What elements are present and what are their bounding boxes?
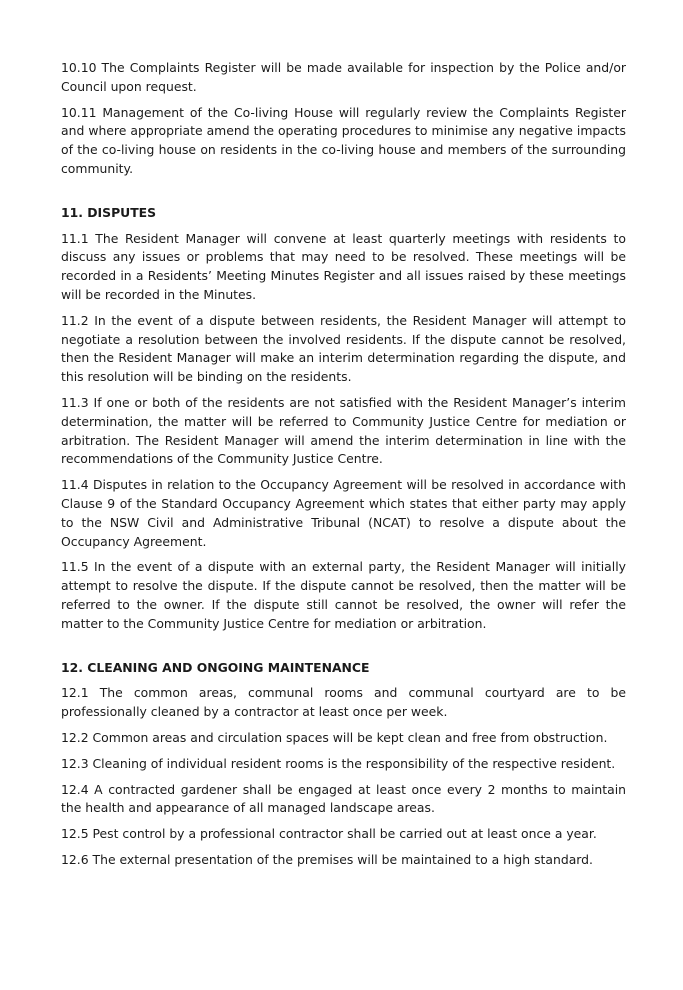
clause-11-3: 11.3 If one or both of the residents are not satisfied with the Resident Manager’s interim determination, the matter will be referred to Community Justice Centre for mediation or arbitration. The Resident Manager will amend the interim determination in line with the recommendations of the Community Justice Centre.	[61, 394, 626, 467]
clause-12-3: 12.3 Cleaning of individual resident rooms is the responsibility of the respective resident.	[61, 755, 616, 771]
clause-11-4: 11.4 Disputes in relation to the Occupancy Agreement will be resolved in accordance with Clause 9 of the Standard Occupancy Agreement which states that either party may apply to the NSW Civil and Administrative Tribunal (NCAT) to resolve a dispute about the Occupancy Agreement.	[61, 477, 626, 549]
clause-12-6: 12.6 The external presentation of the premises will be maintained to a high standard.	[61, 851, 593, 867]
clause-10-11: 10.11 Management of the Co-living House will regularly review the Complaints Register and where appropriate amend the operating procedures to minimise any negative impacts of the co-living house on residents in the co-living house and members of the surrounding community.	[61, 104, 626, 176]
clause-12-1: 12.1 The common areas, communal rooms and communal courtyard are to be professionally cleaned by a contractor at least once per week.	[61, 685, 626, 720]
clause-11-5: 11.5 In the event of a dispute with an external party, the Resident Manager will initially attempt to resolve the dispute. If the dispute cannot be resolved, then the matter will be referred to the owner. If the dispute still cannot be resolved, the owner will refer the matter to the Community Justice Centre for mediation or arbitration.	[61, 559, 626, 631]
clause-11-2: 11.2 In the event of a dispute between residents, the Resident Manager will attempt to negotiate a resolution between the involved residents. If the dispute cannot be resolved, then the Resident Manager will make an interim determination regarding the dispute, and this resolution will be binding on the residents.	[61, 312, 626, 385]
clause-12-2: 12.2 Common areas and circulation spaces will be kept clean and free from obstruction.	[61, 729, 608, 745]
clause-12-5: 12.5 Pest control by a professional contractor shall be carried out at least once a year.	[61, 826, 597, 842]
section-heading-disputes: 11. DISPUTES	[61, 204, 157, 220]
document-page	[61, 59, 626, 877]
clause-10-10: 10.10 The Complaints Register will be made available for inspection by the Police and/or Council upon request.	[61, 60, 626, 94]
section-heading-cleaning: 12. CLEANING AND ONGOING MAINTENANCE	[61, 659, 370, 675]
clause-12-4: 12.4 A contracted gardener shall be engaged at least once every 2 months to maintain the health and appearance of all managed landscape areas.	[61, 781, 626, 816]
clause-11-1: 11.1 The Resident Manager will convene at least quarterly meetings with residents to discuss any issues or problems that may need to be resolved. These meetings will be recorded in a Residents’ Meeting Minutes Register and all issues raised by these meetings will be recorded in the Minutes.	[61, 230, 626, 302]
